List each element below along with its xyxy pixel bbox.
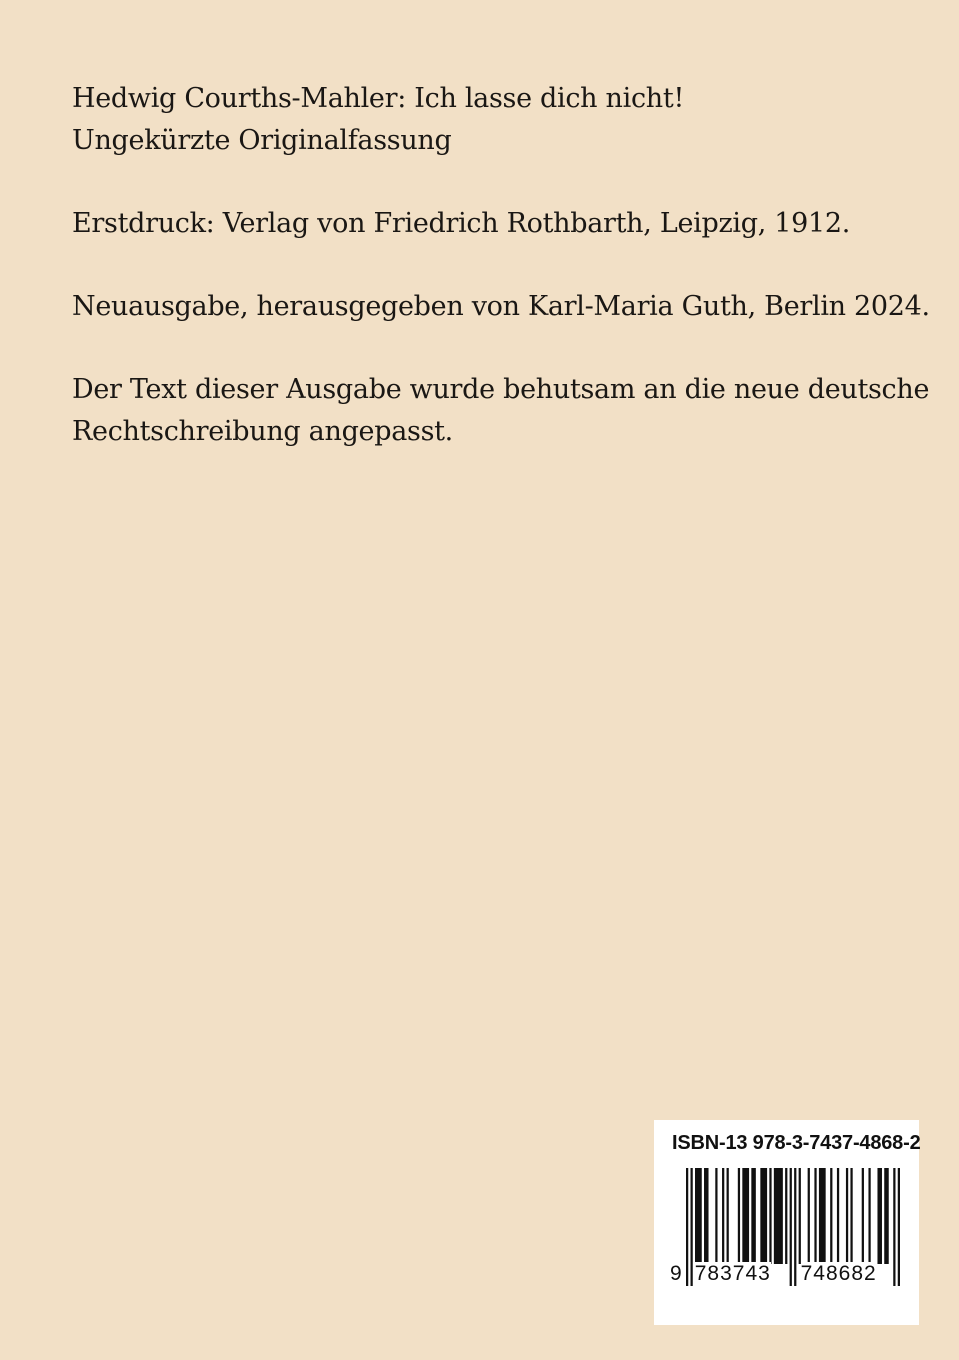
barcode-bar bbox=[774, 1168, 783, 1264]
barcode-bar bbox=[760, 1168, 767, 1264]
imprint-text bbox=[72, 78, 930, 494]
barcode-bar bbox=[884, 1168, 889, 1264]
barcode-bar bbox=[751, 1168, 756, 1264]
barcode-bar bbox=[742, 1168, 749, 1264]
barcode-right-digits: 748682 bbox=[800, 1262, 877, 1285]
barcode-guard-bar bbox=[691, 1168, 693, 1286]
title-paragraph bbox=[72, 78, 892, 162]
barcode-bar bbox=[819, 1168, 826, 1264]
new-edition-note: Neuausgabe, herausgegeben von Karl-Maria Guth, Berlin 2024. bbox=[72, 291, 930, 322]
barcode-bar bbox=[738, 1168, 740, 1264]
barcode-bar bbox=[799, 1168, 801, 1264]
barcode-first-digit: 9 bbox=[670, 1262, 682, 1285]
book-title: Hedwig Courths-Mahler: Ich lasse dich nicht! bbox=[72, 83, 684, 114]
edition-subtitle: Ungekürzte Originalfassung bbox=[72, 125, 452, 156]
barcode-bar bbox=[785, 1168, 787, 1264]
barcode-bar bbox=[769, 1168, 771, 1264]
barcode-panel bbox=[654, 1120, 919, 1325]
first-print-paragraph bbox=[72, 203, 892, 245]
barcode-bar bbox=[814, 1168, 816, 1264]
barcode-bar bbox=[862, 1168, 864, 1264]
barcode-bar bbox=[830, 1168, 832, 1264]
orthography-paragraph bbox=[72, 369, 930, 453]
barcode-bar bbox=[850, 1168, 852, 1264]
barcode-bar bbox=[722, 1168, 724, 1264]
new-edition-paragraph bbox=[72, 286, 930, 328]
barcode-guard-bar bbox=[893, 1168, 895, 1286]
barcode-guard-bar bbox=[686, 1168, 688, 1286]
barcode-guard-bar bbox=[898, 1168, 900, 1286]
barcode-guard-bar bbox=[794, 1168, 796, 1286]
barcode-bar bbox=[846, 1168, 848, 1264]
barcode-bar bbox=[715, 1168, 717, 1264]
orthography-note-line-2: Rechtschreibung angepasst. bbox=[72, 416, 453, 447]
barcode-bar bbox=[695, 1168, 702, 1264]
barcode-bar bbox=[727, 1168, 729, 1264]
barcode-bar bbox=[808, 1168, 810, 1264]
barcode-bar bbox=[868, 1168, 870, 1264]
barcode-bar bbox=[877, 1168, 882, 1264]
barcode-left-digits: 783743 bbox=[694, 1262, 771, 1285]
barcode-bar bbox=[837, 1168, 839, 1264]
barcode-guard-bar bbox=[790, 1168, 792, 1286]
first-print-note: Erstdruck: Verlag von Friedrich Rothbarth, Leipzig, 1912. bbox=[72, 208, 851, 239]
isbn-label: ISBN-13 978-3-7437-4868-2 bbox=[672, 1132, 921, 1154]
orthography-note-line-1: Der Text dieser Ausgabe wurde behutsam an die neue deutsche bbox=[72, 374, 930, 405]
barcode-bar bbox=[704, 1168, 709, 1264]
